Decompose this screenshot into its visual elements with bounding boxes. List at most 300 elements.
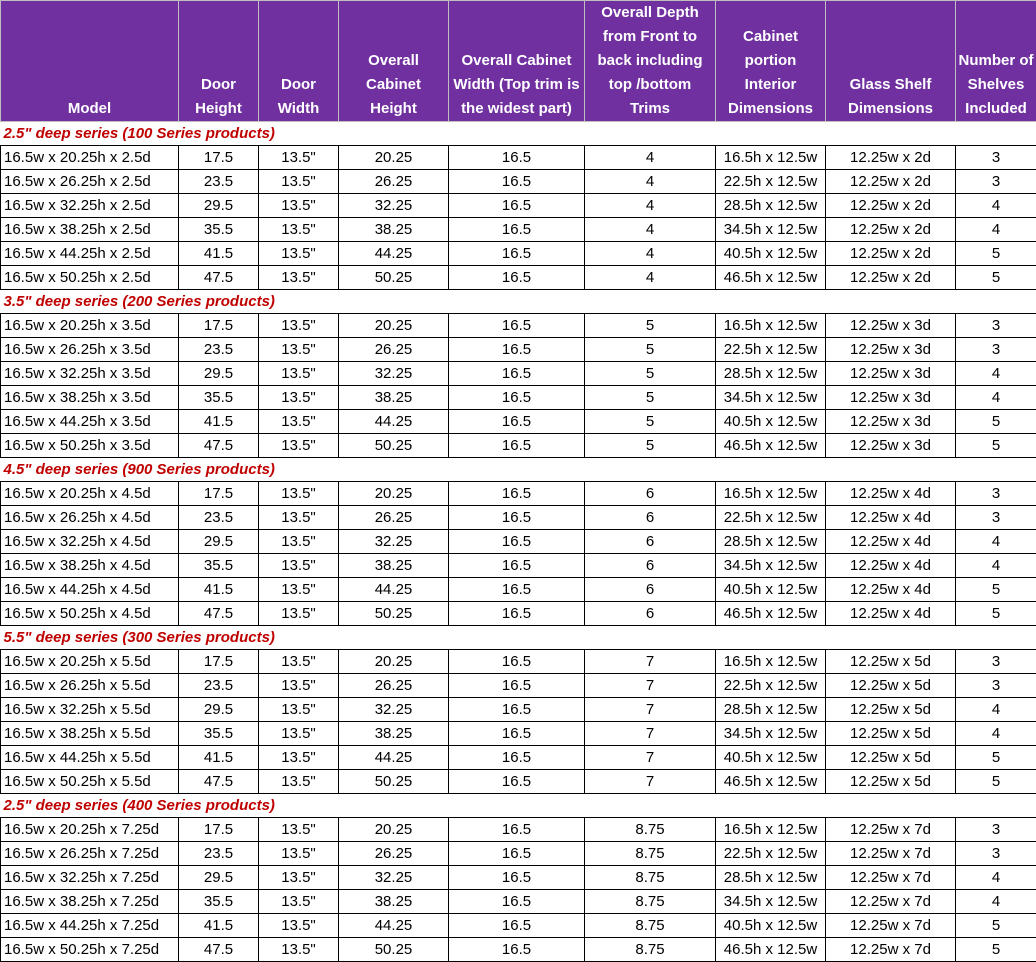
door-width-cell: 13.5" — [259, 722, 339, 746]
overall-width-cell: 16.5 — [449, 650, 585, 674]
overall-width-cell: 16.5 — [449, 146, 585, 170]
glass-shelf-cell: 12.25w x 3d — [826, 314, 956, 338]
shelves-count-cell: 4 — [956, 722, 1036, 746]
overall-height-cell: 50.25 — [339, 770, 449, 794]
shelves-count-cell: 3 — [956, 650, 1036, 674]
model-cell: 16.5w x 50.25h x 3.5d — [1, 434, 179, 458]
shelves-count-cell: 4 — [956, 530, 1036, 554]
section-title: 4.5" deep series (900 Series products) — [1, 458, 1036, 482]
door-width-cell: 13.5" — [259, 554, 339, 578]
glass-shelf-cell: 12.25w x 3d — [826, 434, 956, 458]
door-height-cell: 29.5 — [179, 866, 259, 890]
overall-depth-cell: 6 — [585, 554, 716, 578]
table-row — [1, 698, 1036, 722]
door-width-cell: 13.5" — [259, 434, 339, 458]
glass-shelf-cell: 12.25w x 7d — [826, 938, 956, 962]
table-row — [1, 410, 1036, 434]
overall-width-cell: 16.5 — [449, 530, 585, 554]
overall-depth-cell: 8.75 — [585, 938, 716, 962]
overall-width-cell: 16.5 — [449, 434, 585, 458]
overall-depth-cell: 7 — [585, 746, 716, 770]
overall-width-cell: 16.5 — [449, 170, 585, 194]
door-height-cell: 41.5 — [179, 410, 259, 434]
door-width-cell: 13.5" — [259, 170, 339, 194]
interior-dimensions-cell: 28.5h x 12.5w — [716, 698, 826, 722]
model-cell: 16.5w x 38.25h x 4.5d — [1, 554, 179, 578]
overall-height-cell: 26.25 — [339, 842, 449, 866]
model-cell: 16.5w x 44.25h x 3.5d — [1, 410, 179, 434]
section-title: 3.5" deep series (200 Series products) — [1, 290, 1036, 314]
section-header-row — [1, 458, 1036, 482]
overall-depth-cell: 4 — [585, 194, 716, 218]
overall-width-cell: 16.5 — [449, 890, 585, 914]
door-height-cell: 47.5 — [179, 770, 259, 794]
overall-width-cell: 16.5 — [449, 410, 585, 434]
shelves-count-cell: 5 — [956, 578, 1036, 602]
table-row — [1, 914, 1036, 938]
model-cell: 16.5w x 44.25h x 2.5d — [1, 242, 179, 266]
model-cell: 16.5w x 20.25h x 3.5d — [1, 314, 179, 338]
overall-width-cell: 16.5 — [449, 362, 585, 386]
overall-depth-cell: 5 — [585, 314, 716, 338]
overall-depth-cell: 5 — [585, 338, 716, 362]
overall-height-cell: 32.25 — [339, 362, 449, 386]
model-cell: 16.5w x 32.25h x 3.5d — [1, 362, 179, 386]
interior-dimensions-cell: 22.5h x 12.5w — [716, 338, 826, 362]
interior-dimensions-cell: 46.5h x 12.5w — [716, 434, 826, 458]
shelves-count-cell: 4 — [956, 890, 1036, 914]
door-width-cell: 13.5" — [259, 362, 339, 386]
door-width-cell: 13.5" — [259, 602, 339, 626]
overall-width-cell: 16.5 — [449, 746, 585, 770]
door-width-cell: 13.5" — [259, 890, 339, 914]
door-width-cell: 13.5" — [259, 338, 339, 362]
overall-depth-cell: 5 — [585, 410, 716, 434]
overall-width-cell: 16.5 — [449, 506, 585, 530]
door-height-cell: 29.5 — [179, 194, 259, 218]
model-cell: 16.5w x 26.25h x 7.25d — [1, 842, 179, 866]
overall-depth-cell: 5 — [585, 386, 716, 410]
table-row — [1, 482, 1036, 506]
overall-width-cell: 16.5 — [449, 578, 585, 602]
door-height-cell: 17.5 — [179, 482, 259, 506]
door-width-cell: 13.5" — [259, 314, 339, 338]
overall-height-cell: 44.25 — [339, 242, 449, 266]
col-header-door-height: Door Height — [179, 1, 259, 122]
table-row — [1, 170, 1036, 194]
model-cell: 16.5w x 38.25h x 3.5d — [1, 386, 179, 410]
overall-height-cell: 44.25 — [339, 578, 449, 602]
shelves-count-cell: 4 — [956, 194, 1036, 218]
door-width-cell: 13.5" — [259, 938, 339, 962]
col-header-shelves-count: Number of Shelves Included — [956, 1, 1036, 122]
overall-height-cell: 26.25 — [339, 338, 449, 362]
overall-height-cell: 26.25 — [339, 170, 449, 194]
door-height-cell: 17.5 — [179, 314, 259, 338]
glass-shelf-cell: 12.25w x 5d — [826, 746, 956, 770]
overall-width-cell: 16.5 — [449, 602, 585, 626]
door-height-cell: 35.5 — [179, 890, 259, 914]
col-header-model: Model — [1, 1, 179, 122]
overall-height-cell: 20.25 — [339, 818, 449, 842]
interior-dimensions-cell: 34.5h x 12.5w — [716, 386, 826, 410]
glass-shelf-cell: 12.25w x 3d — [826, 362, 956, 386]
table-row — [1, 194, 1036, 218]
section-header-row — [1, 290, 1036, 314]
model-cell: 16.5w x 26.25h x 3.5d — [1, 338, 179, 362]
table-row — [1, 722, 1036, 746]
overall-height-cell: 20.25 — [339, 482, 449, 506]
interior-dimensions-cell: 16.5h x 12.5w — [716, 314, 826, 338]
overall-height-cell: 26.25 — [339, 506, 449, 530]
table-row — [1, 578, 1036, 602]
door-height-cell: 29.5 — [179, 362, 259, 386]
overall-width-cell: 16.5 — [449, 698, 585, 722]
door-height-cell: 35.5 — [179, 386, 259, 410]
door-width-cell: 13.5" — [259, 218, 339, 242]
overall-depth-cell: 6 — [585, 530, 716, 554]
col-header-overall-depth: Overall Depth from Front to back including top /bottom Trims — [585, 1, 716, 122]
door-height-cell: 29.5 — [179, 530, 259, 554]
overall-height-cell: 50.25 — [339, 266, 449, 290]
table-row — [1, 842, 1036, 866]
door-height-cell: 41.5 — [179, 914, 259, 938]
shelves-count-cell: 5 — [956, 410, 1036, 434]
overall-width-cell: 16.5 — [449, 194, 585, 218]
overall-height-cell: 20.25 — [339, 650, 449, 674]
door-width-cell: 13.5" — [259, 266, 339, 290]
shelves-count-cell: 3 — [956, 314, 1036, 338]
glass-shelf-cell: 12.25w x 4d — [826, 506, 956, 530]
shelves-count-cell: 4 — [956, 866, 1036, 890]
overall-width-cell: 16.5 — [449, 338, 585, 362]
overall-width-cell: 16.5 — [449, 314, 585, 338]
overall-width-cell: 16.5 — [449, 914, 585, 938]
glass-shelf-cell: 12.25w x 4d — [826, 530, 956, 554]
overall-height-cell: 38.25 — [339, 386, 449, 410]
shelves-count-cell: 3 — [956, 842, 1036, 866]
door-width-cell: 13.5" — [259, 146, 339, 170]
overall-depth-cell: 5 — [585, 362, 716, 386]
overall-depth-cell: 4 — [585, 266, 716, 290]
door-height-cell: 47.5 — [179, 602, 259, 626]
model-cell: 16.5w x 50.25h x 4.5d — [1, 602, 179, 626]
overall-width-cell: 16.5 — [449, 266, 585, 290]
overall-width-cell: 16.5 — [449, 386, 585, 410]
shelves-count-cell: 5 — [956, 746, 1036, 770]
overall-depth-cell: 4 — [585, 218, 716, 242]
shelves-count-cell: 4 — [956, 386, 1036, 410]
door-height-cell: 17.5 — [179, 650, 259, 674]
overall-depth-cell: 8.75 — [585, 890, 716, 914]
glass-shelf-cell: 12.25w x 7d — [826, 914, 956, 938]
interior-dimensions-cell: 40.5h x 12.5w — [716, 242, 826, 266]
overall-height-cell: 38.25 — [339, 890, 449, 914]
overall-height-cell: 26.25 — [339, 674, 449, 698]
glass-shelf-cell: 12.25w x 7d — [826, 842, 956, 866]
interior-dimensions-cell: 46.5h x 12.5w — [716, 938, 826, 962]
glass-shelf-cell: 12.25w x 3d — [826, 410, 956, 434]
overall-height-cell: 32.25 — [339, 194, 449, 218]
interior-dimensions-cell: 46.5h x 12.5w — [716, 602, 826, 626]
model-cell: 16.5w x 38.25h x 7.25d — [1, 890, 179, 914]
overall-height-cell: 44.25 — [339, 410, 449, 434]
door-width-cell: 13.5" — [259, 770, 339, 794]
door-width-cell: 13.5" — [259, 578, 339, 602]
overall-height-cell: 38.25 — [339, 218, 449, 242]
table-body — [1, 122, 1036, 962]
overall-depth-cell: 7 — [585, 770, 716, 794]
interior-dimensions-cell: 28.5h x 12.5w — [716, 866, 826, 890]
overall-depth-cell: 6 — [585, 578, 716, 602]
model-cell: 16.5w x 26.25h x 2.5d — [1, 170, 179, 194]
overall-depth-cell: 7 — [585, 698, 716, 722]
overall-depth-cell: 7 — [585, 674, 716, 698]
interior-dimensions-cell: 16.5h x 12.5w — [716, 146, 826, 170]
table-row — [1, 650, 1036, 674]
glass-shelf-cell: 12.25w x 4d — [826, 554, 956, 578]
overall-depth-cell: 4 — [585, 146, 716, 170]
col-header-overall-height: Overall Cabinet Height — [339, 1, 449, 122]
overall-width-cell: 16.5 — [449, 842, 585, 866]
shelves-count-cell: 3 — [956, 818, 1036, 842]
table-row — [1, 242, 1036, 266]
shelves-count-cell: 3 — [956, 338, 1036, 362]
glass-shelf-cell: 12.25w x 7d — [826, 866, 956, 890]
overall-height-cell: 20.25 — [339, 314, 449, 338]
interior-dimensions-cell: 28.5h x 12.5w — [716, 194, 826, 218]
interior-dimensions-cell: 16.5h x 12.5w — [716, 650, 826, 674]
overall-depth-cell: 8.75 — [585, 842, 716, 866]
table-row — [1, 218, 1036, 242]
shelves-count-cell: 5 — [956, 914, 1036, 938]
interior-dimensions-cell: 40.5h x 12.5w — [716, 914, 826, 938]
overall-depth-cell: 8.75 — [585, 818, 716, 842]
glass-shelf-cell: 12.25w x 4d — [826, 482, 956, 506]
overall-width-cell: 16.5 — [449, 674, 585, 698]
overall-height-cell: 38.25 — [339, 722, 449, 746]
overall-width-cell: 16.5 — [449, 482, 585, 506]
interior-dimensions-cell: 40.5h x 12.5w — [716, 578, 826, 602]
door-height-cell: 47.5 — [179, 434, 259, 458]
section-header-row — [1, 626, 1036, 650]
door-width-cell: 13.5" — [259, 410, 339, 434]
model-cell: 16.5w x 20.25h x 2.5d — [1, 146, 179, 170]
table-row — [1, 890, 1036, 914]
overall-depth-cell: 7 — [585, 722, 716, 746]
shelves-count-cell: 5 — [956, 266, 1036, 290]
door-width-cell: 13.5" — [259, 818, 339, 842]
overall-depth-cell: 7 — [585, 650, 716, 674]
door-height-cell: 47.5 — [179, 266, 259, 290]
overall-depth-cell: 4 — [585, 242, 716, 266]
interior-dimensions-cell: 40.5h x 12.5w — [716, 410, 826, 434]
overall-height-cell: 38.25 — [339, 554, 449, 578]
door-height-cell: 47.5 — [179, 938, 259, 962]
table-row — [1, 386, 1036, 410]
overall-width-cell: 16.5 — [449, 242, 585, 266]
model-cell: 16.5w x 32.25h x 7.25d — [1, 866, 179, 890]
overall-width-cell: 16.5 — [449, 938, 585, 962]
shelves-count-cell: 3 — [956, 506, 1036, 530]
model-cell: 16.5w x 38.25h x 2.5d — [1, 218, 179, 242]
col-header-overall-width: Overall Cabinet Width (Top trim is the widest part) — [449, 1, 585, 122]
interior-dimensions-cell: 22.5h x 12.5w — [716, 842, 826, 866]
door-width-cell: 13.5" — [259, 866, 339, 890]
col-header-glass-shelf: Glass Shelf Dimensions — [826, 1, 956, 122]
door-width-cell: 13.5" — [259, 242, 339, 266]
door-height-cell: 17.5 — [179, 818, 259, 842]
model-cell: 16.5w x 44.25h x 4.5d — [1, 578, 179, 602]
interior-dimensions-cell: 34.5h x 12.5w — [716, 218, 826, 242]
glass-shelf-cell: 12.25w x 2d — [826, 242, 956, 266]
shelves-count-cell: 4 — [956, 218, 1036, 242]
section-title: 5.5" deep series (300 Series products) — [1, 626, 1036, 650]
glass-shelf-cell: 12.25w x 5d — [826, 650, 956, 674]
overall-height-cell: 50.25 — [339, 602, 449, 626]
door-width-cell: 13.5" — [259, 674, 339, 698]
shelves-count-cell: 4 — [956, 362, 1036, 386]
interior-dimensions-cell: 28.5h x 12.5w — [716, 362, 826, 386]
door-height-cell: 29.5 — [179, 698, 259, 722]
shelves-count-cell: 4 — [956, 554, 1036, 578]
overall-height-cell: 32.25 — [339, 866, 449, 890]
glass-shelf-cell: 12.25w x 3d — [826, 386, 956, 410]
model-cell: 16.5w x 32.25h x 4.5d — [1, 530, 179, 554]
glass-shelf-cell: 12.25w x 5d — [826, 770, 956, 794]
model-cell: 16.5w x 32.25h x 2.5d — [1, 194, 179, 218]
interior-dimensions-cell: 46.5h x 12.5w — [716, 770, 826, 794]
glass-shelf-cell: 12.25w x 7d — [826, 890, 956, 914]
header-row — [1, 1, 1036, 122]
door-width-cell: 13.5" — [259, 914, 339, 938]
door-width-cell: 13.5" — [259, 746, 339, 770]
glass-shelf-cell: 12.25w x 5d — [826, 674, 956, 698]
glass-shelf-cell: 12.25w x 2d — [826, 266, 956, 290]
model-cell: 16.5w x 50.25h x 7.25d — [1, 938, 179, 962]
model-cell: 16.5w x 50.25h x 5.5d — [1, 770, 179, 794]
table-row — [1, 314, 1036, 338]
section-title: 2.5" deep series (400 Series products) — [1, 794, 1036, 818]
overall-width-cell: 16.5 — [449, 722, 585, 746]
overall-width-cell: 16.5 — [449, 554, 585, 578]
door-width-cell: 13.5" — [259, 698, 339, 722]
door-height-cell: 41.5 — [179, 746, 259, 770]
door-height-cell: 17.5 — [179, 146, 259, 170]
shelves-count-cell: 3 — [956, 146, 1036, 170]
overall-width-cell: 16.5 — [449, 770, 585, 794]
glass-shelf-cell: 12.25w x 2d — [826, 170, 956, 194]
glass-shelf-cell: 12.25w x 5d — [826, 722, 956, 746]
interior-dimensions-cell: 22.5h x 12.5w — [716, 674, 826, 698]
table-row — [1, 770, 1036, 794]
overall-height-cell: 32.25 — [339, 530, 449, 554]
overall-width-cell: 16.5 — [449, 818, 585, 842]
door-height-cell: 23.5 — [179, 506, 259, 530]
shelves-count-cell: 5 — [956, 770, 1036, 794]
model-cell: 16.5w x 32.25h x 5.5d — [1, 698, 179, 722]
table-header — [1, 1, 1036, 122]
interior-dimensions-cell: 34.5h x 12.5w — [716, 890, 826, 914]
model-cell: 16.5w x 44.25h x 7.25d — [1, 914, 179, 938]
overall-depth-cell: 6 — [585, 482, 716, 506]
overall-depth-cell: 6 — [585, 602, 716, 626]
overall-width-cell: 16.5 — [449, 866, 585, 890]
glass-shelf-cell: 12.25w x 2d — [826, 218, 956, 242]
door-height-cell: 35.5 — [179, 722, 259, 746]
interior-dimensions-cell: 46.5h x 12.5w — [716, 266, 826, 290]
table-row — [1, 506, 1036, 530]
shelves-count-cell: 5 — [956, 242, 1036, 266]
table-row — [1, 602, 1036, 626]
table-row — [1, 338, 1036, 362]
door-width-cell: 13.5" — [259, 650, 339, 674]
overall-depth-cell: 4 — [585, 170, 716, 194]
shelves-count-cell: 3 — [956, 674, 1036, 698]
shelves-count-cell: 3 — [956, 482, 1036, 506]
overall-height-cell: 32.25 — [339, 698, 449, 722]
table-row — [1, 938, 1036, 962]
door-height-cell: 35.5 — [179, 218, 259, 242]
glass-shelf-cell: 12.25w x 3d — [826, 338, 956, 362]
door-width-cell: 13.5" — [259, 482, 339, 506]
door-width-cell: 13.5" — [259, 194, 339, 218]
table-row — [1, 434, 1036, 458]
section-header-row — [1, 122, 1036, 146]
table-row — [1, 746, 1036, 770]
shelves-count-cell: 5 — [956, 938, 1036, 962]
model-cell: 16.5w x 38.25h x 5.5d — [1, 722, 179, 746]
table-row — [1, 146, 1036, 170]
interior-dimensions-cell: 40.5h x 12.5w — [716, 746, 826, 770]
overall-depth-cell: 5 — [585, 434, 716, 458]
door-height-cell: 23.5 — [179, 842, 259, 866]
shelves-count-cell: 5 — [956, 434, 1036, 458]
overall-height-cell: 44.25 — [339, 746, 449, 770]
table-row — [1, 866, 1036, 890]
overall-width-cell: 16.5 — [449, 218, 585, 242]
shelves-count-cell: 3 — [956, 170, 1036, 194]
table-row — [1, 818, 1036, 842]
interior-dimensions-cell: 22.5h x 12.5w — [716, 170, 826, 194]
overall-depth-cell: 8.75 — [585, 866, 716, 890]
glass-shelf-cell: 12.25w x 4d — [826, 602, 956, 626]
shelves-count-cell: 5 — [956, 602, 1036, 626]
door-height-cell: 41.5 — [179, 242, 259, 266]
door-width-cell: 13.5" — [259, 506, 339, 530]
door-height-cell: 35.5 — [179, 554, 259, 578]
model-cell: 16.5w x 44.25h x 5.5d — [1, 746, 179, 770]
model-cell: 16.5w x 20.25h x 7.25d — [1, 818, 179, 842]
glass-shelf-cell: 12.25w x 7d — [826, 818, 956, 842]
model-cell: 16.5w x 50.25h x 2.5d — [1, 266, 179, 290]
section-header-row — [1, 794, 1036, 818]
overall-height-cell: 44.25 — [339, 914, 449, 938]
table-row — [1, 266, 1036, 290]
model-cell: 16.5w x 20.25h x 4.5d — [1, 482, 179, 506]
interior-dimensions-cell: 22.5h x 12.5w — [716, 506, 826, 530]
interior-dimensions-cell: 34.5h x 12.5w — [716, 722, 826, 746]
door-width-cell: 13.5" — [259, 386, 339, 410]
table-row — [1, 362, 1036, 386]
glass-shelf-cell: 12.25w x 2d — [826, 146, 956, 170]
table-row — [1, 530, 1036, 554]
glass-shelf-cell: 12.25w x 4d — [826, 578, 956, 602]
model-cell: 16.5w x 26.25h x 5.5d — [1, 674, 179, 698]
interior-dimensions-cell: 16.5h x 12.5w — [716, 818, 826, 842]
model-cell: 16.5w x 20.25h x 5.5d — [1, 650, 179, 674]
table-row — [1, 674, 1036, 698]
